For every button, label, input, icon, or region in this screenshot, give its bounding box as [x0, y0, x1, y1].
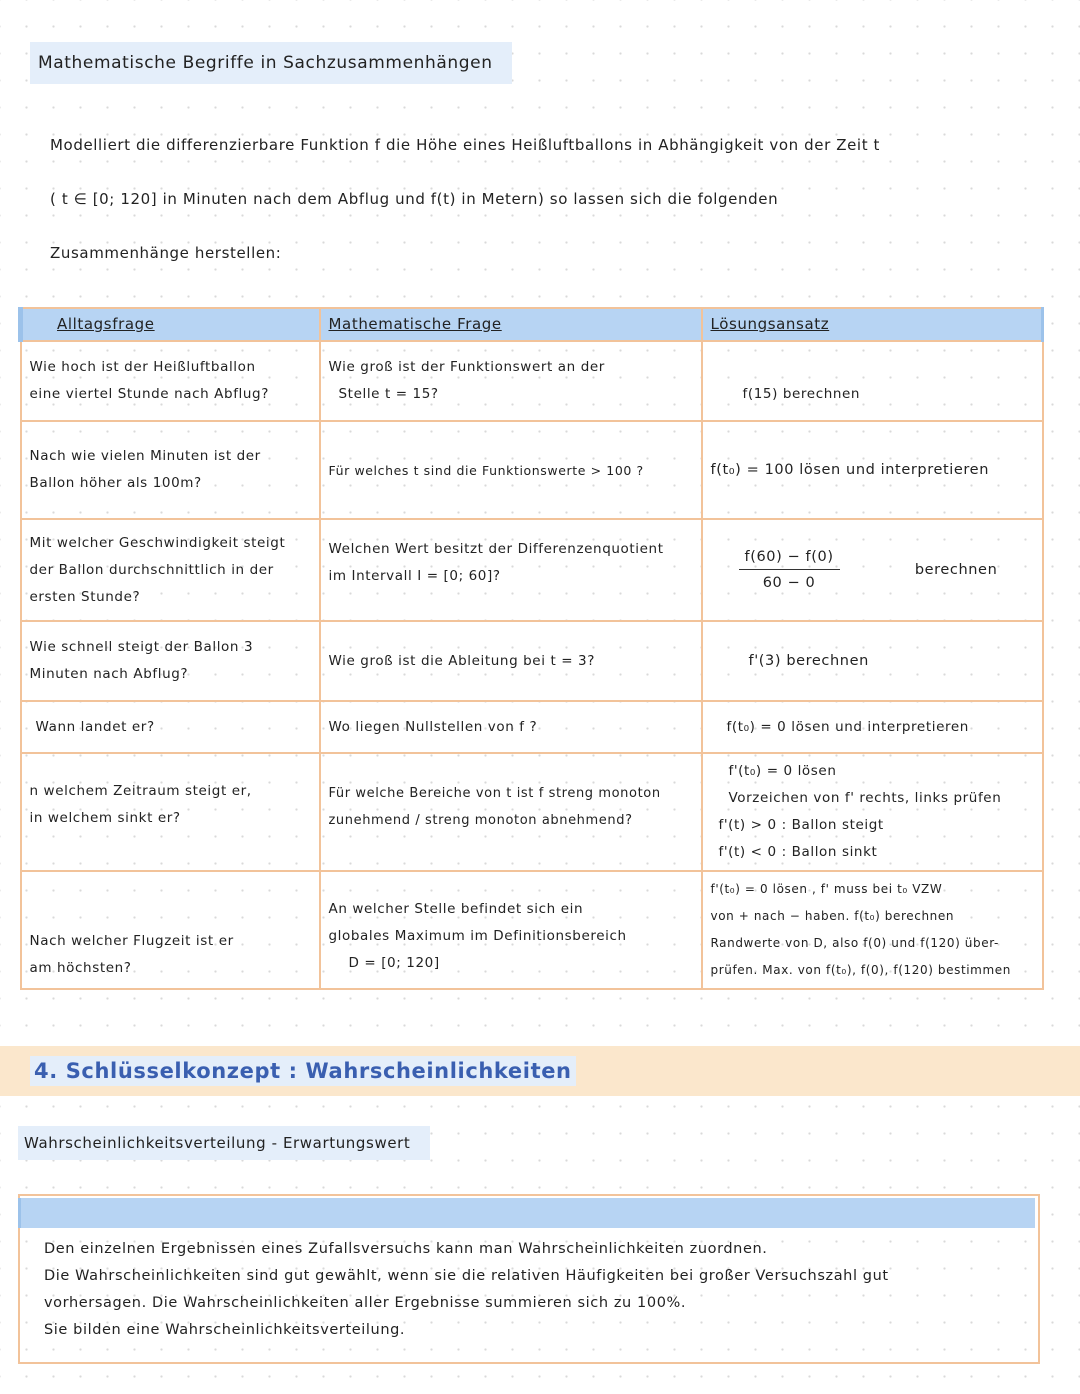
- cell-everyday: [21, 701, 320, 753]
- header-solution: [702, 308, 1043, 341]
- cell-line: prüfen. Max. von f(t₀), f(0), f(120) bestimmen: [710, 963, 1011, 977]
- cell-line: Wie groß ist der Funktionswert an der: [328, 359, 605, 375]
- fraction-suffix: berechnen: [914, 561, 998, 578]
- page-title: [30, 42, 512, 84]
- cell-everyday: [21, 519, 320, 621]
- cell-solution: [702, 341, 1043, 421]
- intro-line-1: Modelliert die differenzierbare Funktion f die Höhe eines Heißluftballons in Abhängigkeit von der Zeit t: [50, 136, 881, 154]
- cell-solution: [702, 701, 1043, 753]
- header-math: [320, 308, 702, 341]
- cell-line: ersten Stunde?: [29, 588, 141, 605]
- cell-line: Wie groß ist die Ableitung bei t = 3?: [328, 652, 595, 669]
- header-solution-label: Lösungsansatz: [710, 315, 830, 333]
- cell-line: Welchen Wert besitzt der Differenzenquotient: [328, 541, 664, 557]
- cell-line: Wie hoch ist der Heißluftballon: [29, 359, 256, 375]
- cell-line: Wo liegen Nullstellen von f ?: [328, 718, 538, 735]
- cell-solution: [702, 753, 1043, 871]
- cell-line: Für welche Bereiche von t ist f streng monoton: [328, 786, 661, 801]
- cell-line: Für welches t sind die Funktionswerte > 100 ?: [328, 462, 644, 478]
- section-bar: [0, 1046, 1080, 1096]
- definition-line: Die Wahrscheinlichkeiten sind gut gewählt, wenn sie die relativen Häufigkeiten bei großer Versuchszahl gut: [44, 1268, 889, 1284]
- cell-line: Vorzeichen von f' rechts, links prüfen: [728, 790, 1002, 806]
- fraction-denominator: 60 − 0: [762, 574, 816, 591]
- definition-line: vorhersagen. Die Wahrscheinlichkeiten aller Ergebnisse summieren sich zu 100%.: [44, 1295, 687, 1311]
- cell-everyday: [21, 753, 320, 871]
- cell-line: Nach wie vielen Minuten ist der: [29, 448, 261, 464]
- cell-math: [320, 519, 702, 621]
- intro-line-3: Zusammenhänge herstellen:: [50, 244, 282, 262]
- cell-line: f(15) berechnen: [742, 385, 861, 402]
- cell-line: Wie schnell steigt der Ballon 3: [29, 639, 254, 655]
- cell-math: [320, 621, 702, 701]
- cell-math: [320, 871, 702, 989]
- cell-line: Minuten nach Abflug?: [29, 666, 189, 682]
- definition-line: Den einzelnen Ergebnissen eines Zufallsversuchs kann man Wahrscheinlichkeiten zuordnen.: [44, 1241, 768, 1257]
- section-title: 4. Schlüsselkonzept : Wahrscheinlichkeiten: [30, 1056, 576, 1086]
- cell-line: f(t₀) = 0 lösen und interpretieren: [726, 718, 969, 735]
- cell-line: f(t₀) = 100 lösen und interpretieren: [710, 461, 989, 478]
- header-math-label: Mathematische Frage: [328, 315, 502, 333]
- fraction-numerator: f(60) − f(0): [739, 545, 840, 570]
- cell-math: [320, 341, 702, 421]
- cell-line: Mit welcher Geschwindigkeit steigt: [29, 534, 286, 551]
- table-header-row: [21, 308, 1043, 341]
- table-row: [21, 421, 1043, 519]
- intro-line-2: ( t ∈ [0; 120] in Minuten nach dem Abflug und f(t) in Metern) so lassen sich die folgenden: [50, 190, 779, 208]
- cell-math: [320, 753, 702, 871]
- cell-math: [320, 701, 702, 753]
- cell-line: eine viertel Stunde nach Abflug?: [29, 386, 269, 402]
- cell-line: Wann landet er?: [35, 718, 155, 735]
- subsection-title: [18, 1126, 430, 1160]
- table-row: [21, 871, 1043, 989]
- cell-line: f'(t₀) = 0 lösen: [728, 763, 837, 779]
- concept-table: [18, 307, 1044, 990]
- cell-solution: [702, 871, 1043, 989]
- cell-line: n welchem Zeitraum steigt er,: [29, 783, 252, 799]
- cell-solution: [702, 519, 1043, 621]
- cell-everyday: [21, 621, 320, 701]
- cell-solution: [702, 421, 1043, 519]
- cell-line: Nach welcher Flugzeit ist er: [29, 933, 234, 949]
- page-title-text: Mathematische Begriffe in Sachzusammenhängen: [38, 53, 493, 73]
- cell-line: globales Maximum im Definitionsbereich: [328, 928, 627, 944]
- cell-line: Randwerte von D, also f(0) und f(120) über-: [710, 936, 999, 950]
- cell-solution: [702, 621, 1043, 701]
- definition-box: [18, 1194, 1040, 1364]
- cell-line: zunehmend / streng monoton abnehmend?: [328, 813, 633, 828]
- cell-line: f'(t₀) = 0 lösen , f' muss bei t₀ VZW: [710, 882, 943, 896]
- table-row: [21, 753, 1043, 871]
- table-row: [21, 621, 1043, 701]
- definition-header-bar: [18, 1198, 1035, 1228]
- cell-line: f'(t) < 0 : Ballon sinkt: [718, 844, 878, 860]
- subsection-title-text: Wahrscheinlichkeitsverteilung - Erwartungswert: [24, 1134, 411, 1152]
- table-row: [21, 341, 1043, 421]
- cell-line: D = [0; 120]: [348, 955, 440, 971]
- cell-everyday: [21, 341, 320, 421]
- cell-line: im Intervall I = [0; 60]?: [328, 568, 501, 584]
- cell-line: f'(t) > 0 : Ballon steigt: [718, 817, 884, 833]
- cell-math: [320, 421, 702, 519]
- cell-everyday: [21, 871, 320, 989]
- difference-quotient-fraction: [739, 545, 840, 596]
- cell-line: Ballon höher als 100m?: [29, 475, 202, 491]
- cell-line: Stelle t = 15?: [338, 386, 439, 402]
- header-everyday: [21, 308, 320, 341]
- definition-line: Sie bilden eine Wahrscheinlichkeitsverteilung.: [44, 1322, 406, 1338]
- cell-line: von + nach − haben. f(t₀) berechnen: [710, 909, 955, 923]
- header-everyday-label: Alltagsfrage: [57, 315, 155, 333]
- cell-line: der Ballon durchschnittlich in der: [29, 561, 274, 578]
- cell-everyday: [21, 421, 320, 519]
- definition-text: [44, 1236, 1024, 1344]
- table-row: [21, 701, 1043, 753]
- cell-line: in welchem sinkt er?: [29, 810, 181, 826]
- cell-line: am höchsten?: [29, 960, 132, 976]
- cell-line: An welcher Stelle befindet sich ein: [328, 901, 584, 917]
- cell-line: f'(3) berechnen: [748, 652, 869, 669]
- table-row: [21, 519, 1043, 621]
